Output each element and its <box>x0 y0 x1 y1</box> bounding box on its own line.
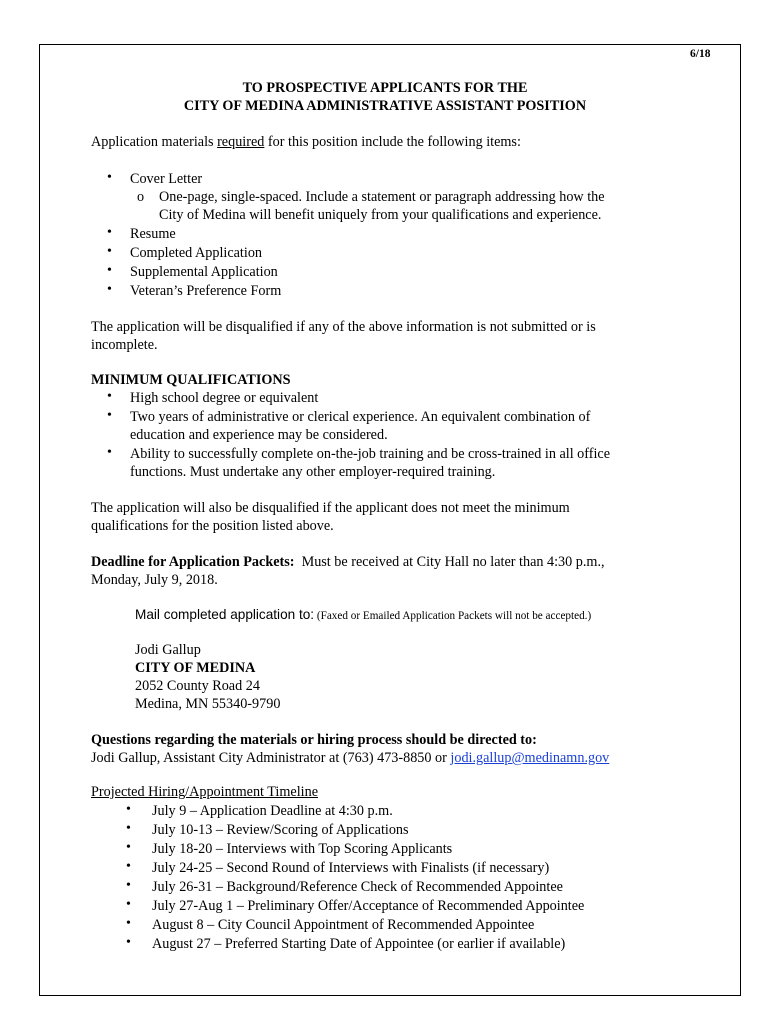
list-item-completed-application: Completed Application <box>130 245 263 261</box>
bullet: • <box>126 859 131 874</box>
bullet: • <box>126 878 131 893</box>
min-qual-item: Ability to successfully complete on-the-job training and be cross-trained in all office <box>130 446 611 462</box>
list-item-supplemental-application: Supplemental Application <box>130 264 278 280</box>
bullet: • <box>126 935 131 950</box>
address-name: Jodi Gallup <box>135 642 201 658</box>
bullet: • <box>107 408 112 423</box>
bullet: • <box>126 802 131 817</box>
timeline-item: July 26-31 – Background/Reference Check of Recommended Appointee <box>152 879 563 895</box>
disqualified-min-line-2: qualifications for the position listed above. <box>91 518 334 534</box>
bullet: • <box>107 389 112 404</box>
bullet: • <box>126 897 131 912</box>
email-link[interactable]: jodi.gallup@medinamn.gov <box>450 750 610 766</box>
intro-text: Application materials required for this position include the following items: <box>91 134 521 150</box>
list-item-resume: Resume <box>130 226 176 242</box>
min-qual-item: Two years of administrative or clerical experience. An equivalent combination of <box>130 409 591 425</box>
disqualified-min-line-1: The application will also be disqualified if the applicant does not meet the minimum <box>91 500 570 516</box>
bullet: • <box>126 840 131 855</box>
address-city: Medina, MN 55340-9790 <box>135 696 281 712</box>
timeline-item: July 18-20 – Interviews with Top Scoring Applicants <box>152 841 453 857</box>
timeline-heading: Projected Hiring/Appointment Timeline <box>91 784 318 800</box>
mail-instructions: Mail completed application to: (Faxed or Emailed Application Packets will not be accepted.) <box>135 607 592 622</box>
bullet: • <box>126 821 131 836</box>
bullet: • <box>107 282 112 297</box>
list-item-veterans-preference: Veteran’s Preference Form <box>130 283 282 299</box>
sub-bullet: o <box>137 189 145 205</box>
title-line-1: TO PROSPECTIVE APPLICANTS FOR THE <box>242 80 528 96</box>
title-line-2: CITY OF MEDINA ADMINISTRATIVE ASSISTANT POSITION <box>183 98 587 114</box>
timeline-item: August 27 – Preferred Starting Date of Appointee (or earlier if available) <box>152 936 566 952</box>
bullet: • <box>107 225 112 240</box>
min-qual-item-cont: functions. Must undertake any other employer-required training. <box>130 464 496 480</box>
cover-letter-detail-line-2: City of Medina will benefit uniquely from your qualifications and experience. <box>159 207 602 223</box>
disqualified-note-line-1: The application will be disqualified if any of the above information is not submitted or is <box>91 319 596 335</box>
timeline-item: July 24-25 – Second Round of Interviews with Finalists (if necessary) <box>152 860 550 876</box>
deadline-line-2: Monday, July 9, 2018. <box>91 572 218 588</box>
disqualified-note-line-2: incomplete. <box>91 337 158 353</box>
min-qual-heading: MINIMUM QUALIFICATIONS <box>91 372 291 388</box>
timeline-item: July 10-13 – Review/Scoring of Applications <box>152 822 409 838</box>
cover-letter-detail-line-1: One-page, single-spaced. Include a statement or paragraph addressing how the <box>159 189 605 205</box>
bullet: • <box>107 170 112 185</box>
deadline-line-1: Deadline for Application Packets: Must be received at City Hall no later than 4:30 p.m., <box>91 554 605 570</box>
address-org: CITY OF MEDINA <box>135 660 256 676</box>
min-qual-item-cont: education and experience may be considered. <box>130 427 388 443</box>
min-qual-item: High school degree or equivalent <box>130 390 319 406</box>
address-street: 2052 County Road 24 <box>135 678 260 694</box>
questions-contact: Jodi Gallup, Assistant City Administrator at (763) 473-8850 or jodi.gallup@medinamn.gov <box>91 750 610 766</box>
list-item-cover-letter: Cover Letter <box>130 171 203 187</box>
bullet: • <box>107 445 112 460</box>
bullet: • <box>107 244 112 259</box>
timeline-item: August 8 – City Council Appointment of Recommended Appointee <box>152 917 535 933</box>
bullet: • <box>126 916 131 931</box>
timeline-item: July 9 – Application Deadline at 4:30 p.m. <box>152 803 393 819</box>
timeline-item: July 27-Aug 1 – Preliminary Offer/Acceptance of Recommended Appointee <box>152 898 585 914</box>
bullet: • <box>107 263 112 278</box>
questions-heading: Questions regarding the materials or hiring process should be directed to: <box>91 732 537 748</box>
page-number: 6/18 <box>690 48 711 60</box>
